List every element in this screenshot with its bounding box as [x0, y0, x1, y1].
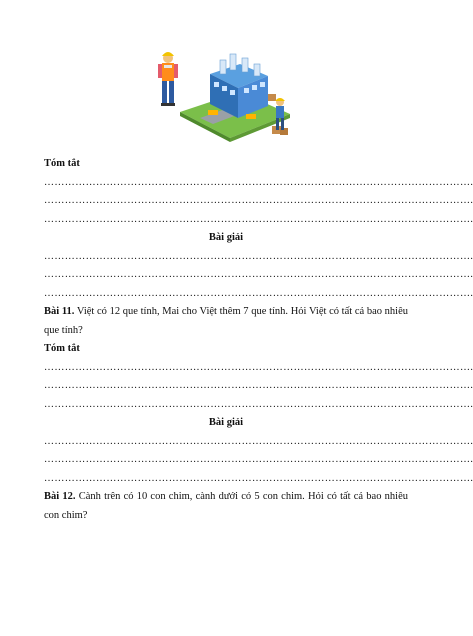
answer-line: …………………………………………………………………………………………………………….	[44, 195, 473, 206]
answer-line: …………………………………………………………………………………………………………….	[44, 472, 473, 484]
solution-heading: Bài giải	[208, 232, 244, 243]
worksheet-content	[44, 155, 473, 525]
answer-line: …………………………………………………………………………………………………………….	[44, 435, 473, 447]
answer-line: …………………………………………………………………………………………………………….	[44, 454, 473, 465]
solution-heading: Bài giải	[208, 417, 244, 428]
answer-line: …………………………………………………………………………………………………………….	[44, 213, 473, 225]
summary-heading: Tóm tắt	[44, 158, 80, 169]
summary-heading: Tóm tắt	[44, 343, 80, 354]
answer-line: …………………………………………………………………………………………………………….	[44, 269, 473, 280]
exercise-11-label: Bài 11.	[44, 306, 75, 317]
exercise-11	[44, 303, 408, 340]
exercise-12-label: Bài 12.	[44, 491, 76, 502]
answer-line: …………………………………………………………………………………………………………….	[44, 398, 473, 410]
exercise-12	[44, 488, 408, 525]
exercise-12-text: Cành trên có 10 con chim, cành dưới có 5 con chim. Hỏi có tất cả bao nhiêu con chim?	[44, 491, 408, 521]
answer-line: …………………………………………………………………………………………………………….	[44, 250, 473, 262]
exercise-11-text: Việt có 12 que tính, Mai cho Việt thêm 7 que tính. Hỏi Việt có tất cả bao nhiêu que tính?	[44, 306, 408, 336]
answer-line: …………………………………………………………………………………………………………….	[44, 361, 473, 373]
factory-illustration	[150, 44, 300, 148]
answer-line: …………………………………………………………………………………………………………….	[44, 380, 473, 391]
answer-line: …………………………………………………………………………………………………………….	[44, 176, 473, 188]
answer-line: …………………………………………………………………………………………………………….	[44, 287, 473, 299]
